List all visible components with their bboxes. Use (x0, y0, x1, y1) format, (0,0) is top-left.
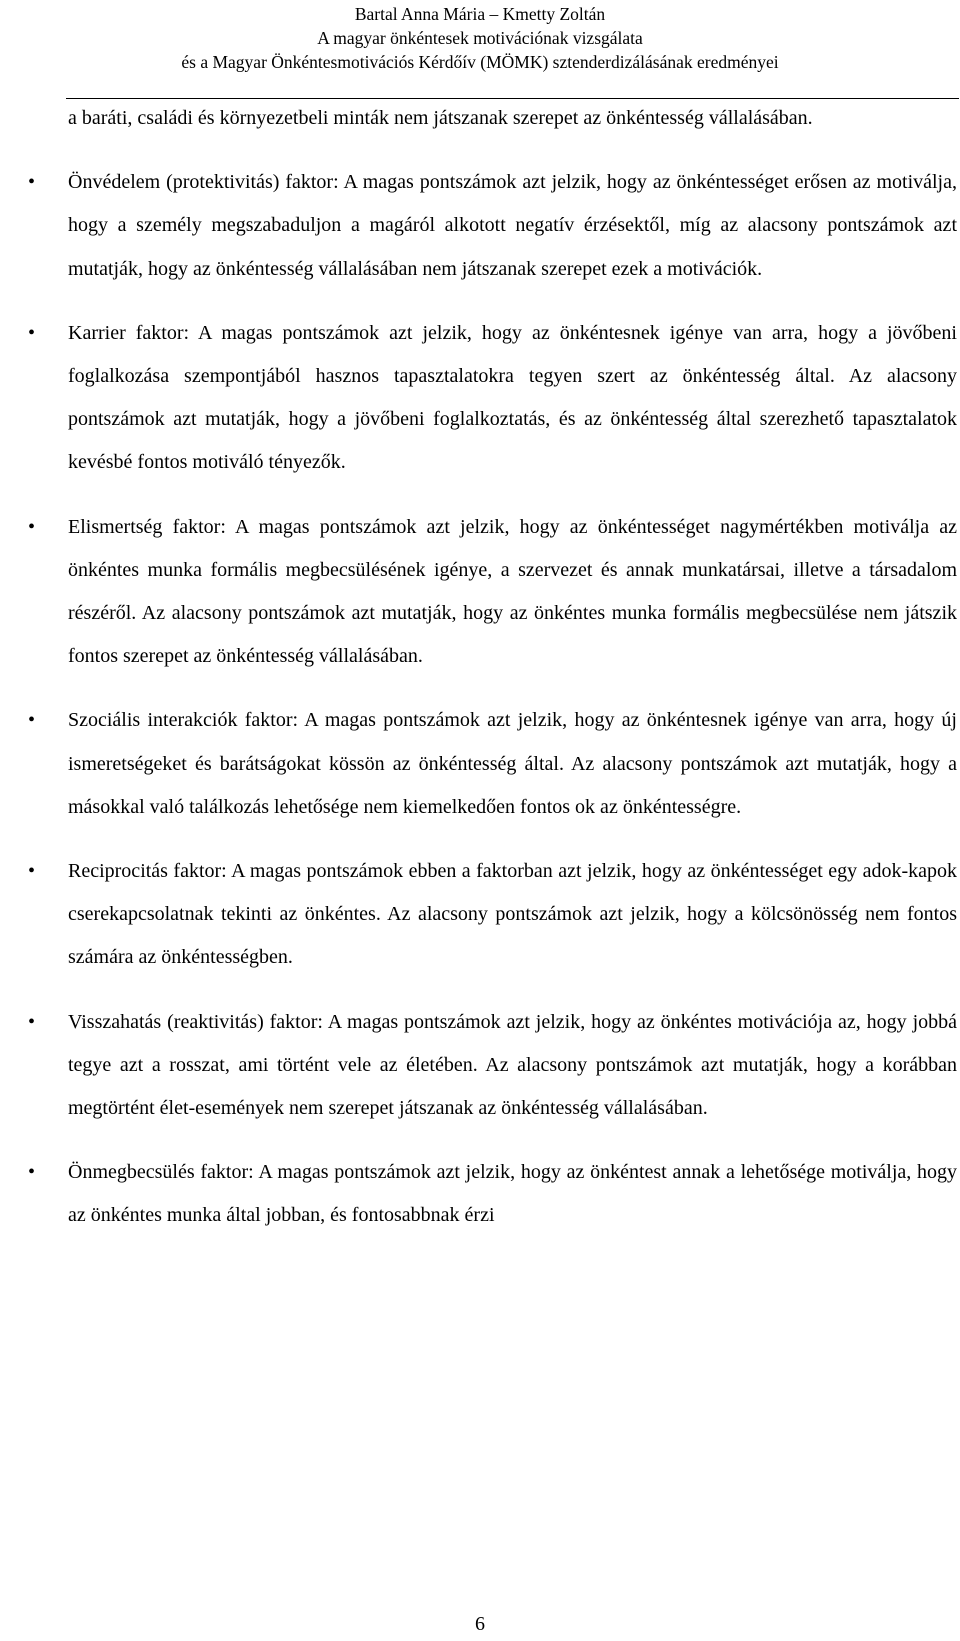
header-title-line-1: A magyar önkéntesek motivációnak vizsgálata (317, 28, 643, 48)
list-item-text: Visszahatás (reaktivitás) faktor: A magas pontszámok azt jelzik, hogy az önkéntes motivációja az, hogy jobbá tegye azt a rosszat, ami történt vele az életében. Az alacsony pontszámok azt mutatják, hogy a korábban megtörtént élet-események nem szerepet játszanak az önkéntesség vállalásában. (68, 1010, 957, 1120)
list-item (28, 312, 957, 485)
list-item (28, 699, 957, 829)
list-item (28, 161, 957, 291)
list-item-text: Önvédelem (protektivitás) faktor: A magas pontszámok azt jelzik, hogy az önkéntességet erősen az motiválja, hogy a személy megszabaduljon a magáról alkotott negatív érzésektől, míg az alacsony pontszámok azt mutatják, hogy az önkéntesség vállalásában nem játszanak szerepet ezek a motivációk. (68, 171, 957, 280)
running-header (0, 2, 960, 74)
list-item (28, 1151, 957, 1237)
page-number: 6 (475, 1613, 485, 1635)
list-item (28, 850, 957, 980)
list-item-text: Szociális interakciók faktor: A magas pontszámok azt jelzik, hogy az önkéntesnek igénye van arra, hogy új ismeretségeket és barátságokat kössön az önkéntesség által. Az alacsony pontszámok azt mutatják, hogy a másokkal való találkozás lehetősége nem kiemelkedően fontos ok az önkéntességre. (68, 709, 957, 818)
bullet-icon: • (28, 515, 36, 538)
bullet-icon: • (28, 171, 36, 194)
bullet-icon: • (28, 1161, 36, 1184)
bullet-icon: • (28, 860, 36, 883)
list-item-text: Reciprocitás faktor: A magas pontszámok ebben a faktorban azt jelzik, hogy az önkéntességet egy adok-kapok cserekapcsolatnak tekinti az önkéntes. Az alacsony pontszámok azt jelzik, hogy a kölcsönösség nem fontos számára az önkéntességben. (68, 860, 957, 969)
document-body (28, 97, 957, 1238)
list-item (28, 506, 957, 679)
bullet-icon: • (28, 709, 36, 732)
bullet-icon: • (28, 321, 36, 344)
list-item-text: Önmegbecsülés faktor: A magas pontszámok azt jelzik, hogy az önkéntest annak a lehetősége motiválja, hogy az önkéntes munka által jobban, és fontosabbnak érzi (68, 1161, 957, 1227)
list-item-text: Elismertség faktor: A magas pontszámok azt jelzik, hogy az önkéntességet nagymértékben motiválja az önkéntes munka formális megbecsülésének igénye, a szervezet és annak munkatársai, illetve a társadalom részéről. Az alacsony pontszámok azt mutatják, hogy az önkéntes munka formális megbecsülése nem játszik fontos szerepet az önkéntesség vállalásában. (68, 515, 957, 668)
header-title-line-2: és a Magyar Önkéntesmotivációs Kérdőív (MÖMK) sztenderdizálásának eredményei (181, 52, 779, 72)
list-item (28, 1001, 957, 1131)
list-item-text: Karrier faktor: A magas pontszámok azt jelzik, hogy az önkéntesnek igénye van arra, hogy a jövőbeni foglalkozása szempontjából hasznos tapasztalatokra tegyen szert az önkéntesség által. Az alacsony pontszámok azt mutatják, hogy a jövőbeni foglalkoztatás, és az önkéntesség által szerezhető tapasztalatok kevésbé fontos motiváló tényezők. (68, 321, 957, 474)
intro-paragraph: a baráti, családi és környezetbeli minták nem játszanak szerepet az önkéntesség vállalásában. (68, 107, 813, 129)
bullet-icon: • (28, 1010, 36, 1033)
factor-list (28, 161, 957, 1237)
header-authors: Bartal Anna Mária – Kmetty Zoltán (354, 4, 606, 24)
